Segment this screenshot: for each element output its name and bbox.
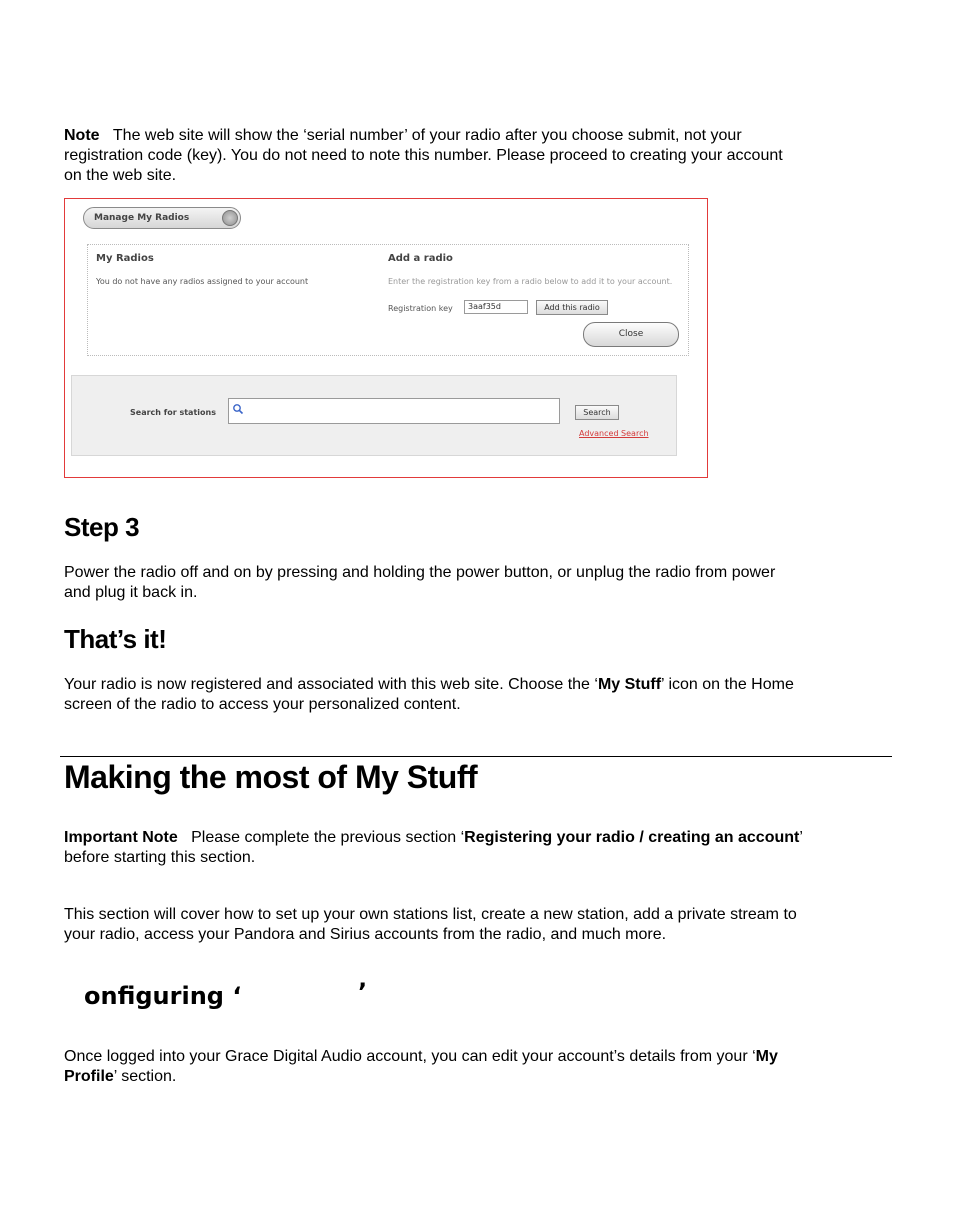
- thats-it-line-1-post: ’ icon on the Home: [661, 676, 794, 693]
- thats-it-line-1-pre: Your radio is now registered and associated with this web site. Choose the ‘: [64, 676, 598, 693]
- my-profile-term-1: My: [755, 1048, 778, 1065]
- configuring-heading: [84, 982, 241, 1010]
- search-label: Search for stations: [130, 408, 216, 417]
- note-line-3: on the web site.: [64, 167, 177, 184]
- collapse-circle-icon: [222, 210, 238, 226]
- registration-key-input[interactable]: 3aaf35d: [464, 300, 528, 314]
- profile-paragraph: [64, 1047, 894, 1087]
- manage-my-radios-label: Manage My Radios: [94, 213, 190, 223]
- coverage-line-2: your radio, access your Pandora and Sirius accounts from the radio, and much more.: [64, 926, 667, 943]
- step3-paragraph: [64, 563, 894, 603]
- section-divider: [60, 756, 892, 757]
- coverage-line-1: This section will cover how to set up your own stations list, create a new station, add a private stream to: [64, 906, 797, 923]
- important-note-paragraph: [64, 828, 894, 868]
- search-panel: [71, 375, 677, 456]
- thats-it-heading: That’s it!: [64, 624, 167, 654]
- step3-line-2: and plug it back in.: [64, 584, 198, 601]
- thats-it-line-1: [64, 675, 894, 695]
- advanced-search-link[interactable]: Advanced Search: [579, 429, 649, 438]
- configuring-text: onfiguring ‘: [84, 982, 242, 1010]
- profile-line-2: [64, 1067, 894, 1087]
- step3-line-1: Power the radio off and on by pressing and holding the power button, or unplug the radio from power: [64, 564, 776, 581]
- radios-panel: [87, 244, 689, 356]
- my-radios-title: My Radios: [96, 253, 154, 264]
- important-note-post: ’: [799, 829, 803, 846]
- manage-my-radios-button[interactable]: [83, 207, 241, 229]
- profile-line-1-pre: Once logged into your Grace Digital Audio account, you can edit your account’s details from your ‘: [64, 1048, 756, 1065]
- step3-heading: Step 3: [64, 512, 140, 542]
- profile-line-2-post: ’ section.: [113, 1068, 177, 1085]
- add-radio-title: Add a radio: [388, 253, 453, 264]
- coverage-paragraph: [64, 905, 894, 945]
- my-profile-term-2: Profile: [64, 1068, 114, 1085]
- important-note-bold: Registering your radio / creating an account: [464, 829, 800, 846]
- registration-key-label: Registration key: [388, 304, 453, 313]
- important-note-line-2: before starting this section.: [64, 849, 256, 866]
- note-line-2: registration code (key). You do not need to note this number. Please proceed to creating your account: [64, 147, 783, 164]
- important-note-line-1: [64, 828, 894, 848]
- close-button[interactable]: Close: [583, 322, 679, 347]
- note-paragraph: [64, 126, 894, 186]
- important-note-label: Important Note: [64, 829, 178, 846]
- note-label: Note: [64, 127, 100, 144]
- my-radios-text: You do not have any radios assigned to your account: [96, 277, 309, 286]
- section-heading: Making the most of My Stuff: [64, 759, 478, 795]
- search-button[interactable]: Search: [575, 405, 619, 420]
- radio-account-screenshot: [64, 198, 708, 478]
- note-text-1: The web site will show the ‘serial number’ of your radio after you choose submit, not your: [112, 127, 742, 144]
- profile-line-1: [64, 1047, 894, 1067]
- important-note-pre: Please complete the previous section ‘: [191, 829, 465, 846]
- search-input[interactable]: [228, 398, 560, 424]
- search-icon: [232, 403, 244, 415]
- thats-it-paragraph: [64, 675, 894, 715]
- configuring-close-quote: ’: [358, 978, 368, 1006]
- note-line-1: [64, 126, 894, 146]
- thats-it-line-2: screen of the radio to access your personalized content.: [64, 696, 461, 713]
- my-stuff-term: My Stuff: [597, 676, 662, 693]
- add-radio-text: Enter the registration key from a radio below to add it to your account.: [388, 277, 673, 286]
- add-this-radio-button[interactable]: Add this radio: [536, 300, 608, 315]
